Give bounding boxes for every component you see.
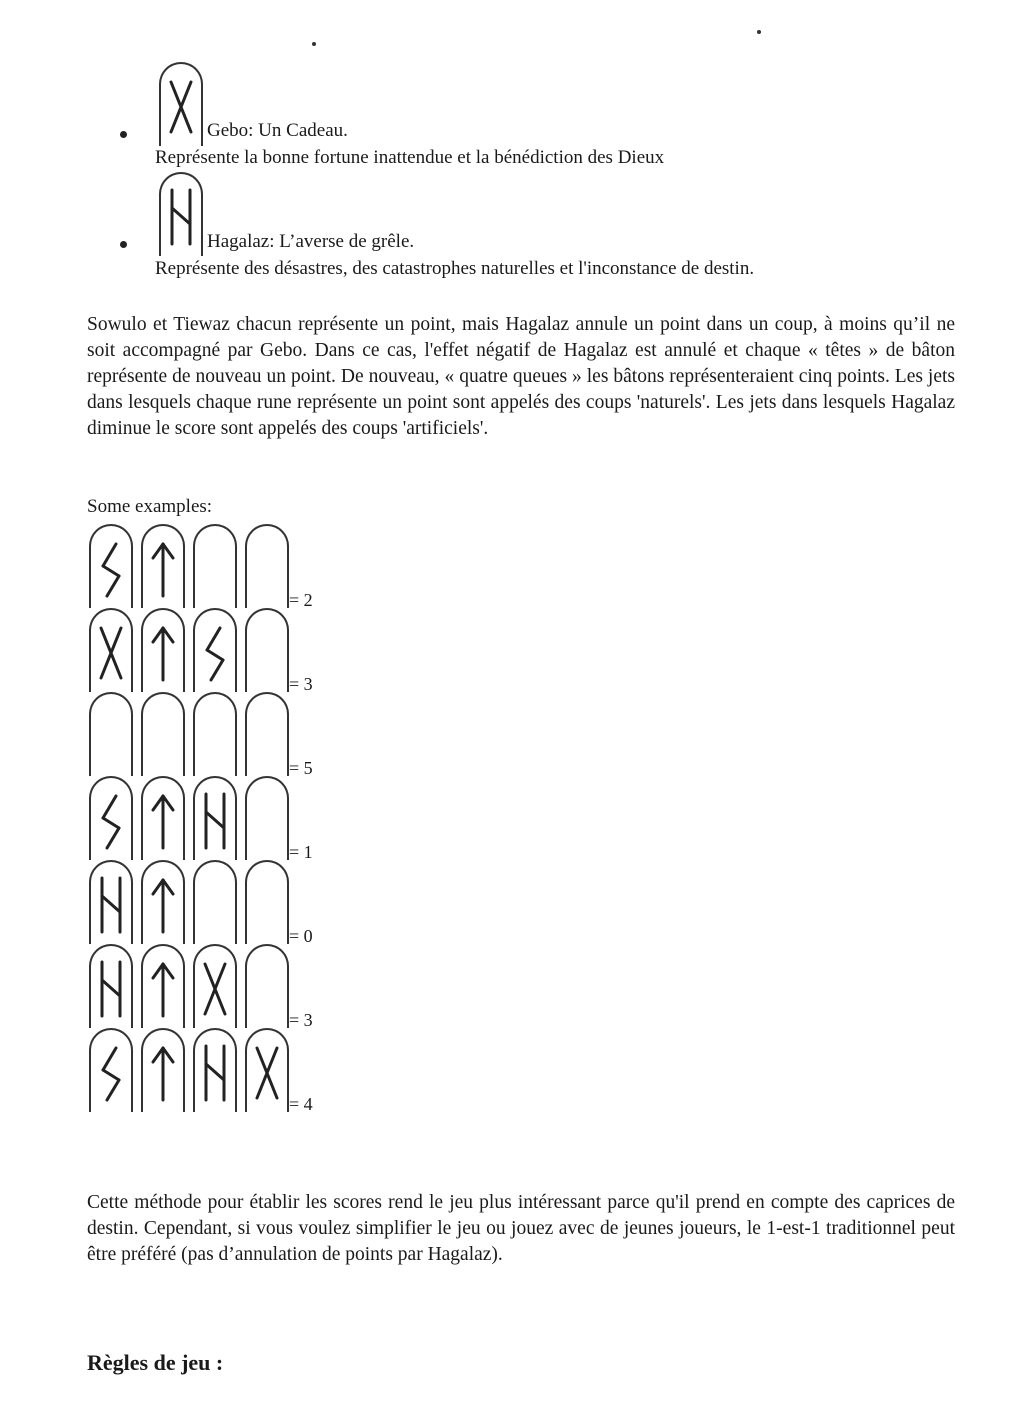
rune-stick-icon [193, 1028, 237, 1112]
rune-stroke [107, 828, 119, 848]
rune-stroke [103, 566, 119, 576]
blank-stick-icon [193, 860, 237, 944]
rune-stroke [103, 796, 116, 818]
rune-stick-icon [193, 608, 237, 692]
rune-stroke [172, 208, 190, 224]
blank-stick-icon [245, 944, 289, 1028]
rune-stroke [102, 896, 120, 912]
sowulo-rune-glyph [91, 1030, 131, 1112]
rune-stick-icon [89, 944, 133, 1028]
example-row [89, 692, 349, 784]
gebo-rune-glyph [195, 946, 235, 1028]
hagalaz-rune-glyph [195, 778, 235, 860]
tiewaz-rune-glyph [143, 610, 183, 692]
example-row [89, 524, 349, 616]
rune-stick-icon [89, 608, 133, 692]
blank-stick-icon [245, 860, 289, 944]
example-score: = 2 [289, 590, 313, 610]
rune-stick-icon [141, 776, 185, 860]
example-row [89, 1028, 349, 1120]
bullet-dot [120, 241, 127, 248]
rune-stick-icon [89, 776, 133, 860]
scan-speck [757, 30, 761, 34]
hagalaz-rune-glyph [91, 862, 131, 944]
gebo-rune-glyph [247, 1030, 287, 1112]
sowulo-rune-glyph [91, 526, 131, 608]
rune-stroke [207, 650, 223, 660]
tiewaz-rune-glyph [143, 862, 183, 944]
hagalaz-rune-glyph [161, 174, 201, 256]
example-row [89, 608, 349, 700]
example-score: = 1 [289, 842, 313, 862]
rune-stroke [207, 628, 220, 650]
scoring-rules-paragraph: Sowulo et Tiewaz chacun représente un point, mais Hagalaz annule un point dans un coup, à moins qu’il ne soit accompagné par Gebo. Dans ce cas, l'effet négatif de Hagalaz est annulé et chaque « têtes » de bâton représente de nouveau un point. De nouveau, « quatre queues » les bâtons représenteraient cinq points. Les jets dans lesquels chaque rune représente un point sont appelés des coups 'naturels'. Les jets dans lesquels Hagalaz diminue le score sont appelés des coups 'artificiels'. [87, 314, 955, 439]
scan-speck [312, 42, 316, 46]
hagalaz-rune-glyph [195, 1030, 235, 1112]
rune-stroke [102, 980, 120, 996]
rune-label-hagalaz: Hagalaz: L’averse de grêle. [207, 231, 415, 252]
example-row [89, 944, 349, 1036]
example-row [89, 860, 349, 952]
sowulo-rune-glyph [195, 610, 235, 692]
rune-stick-icon [89, 524, 133, 608]
rune-stick-icon [141, 1028, 185, 1112]
rune-stick-icon [193, 944, 237, 1028]
rune-stick-icon [245, 1028, 289, 1112]
section-heading: Règles de jeu : [87, 1350, 224, 1375]
conclusion-paragraph: Cette méthode pour établir les scores rend le jeu plus intéressant parce qu'il prend en compte des caprices de destin. Cependant, si vous voulez simplifier le jeu ou jouez avec de jeunes joueurs, le 1-est-1 traditionnel peut être préféré (pas d’annulation de points par Hagalaz). [87, 1192, 955, 1265]
rune-stroke [211, 660, 223, 680]
rune-stick-icon [89, 860, 133, 944]
example-score: = 0 [289, 926, 313, 946]
rune-stick-icon [141, 860, 185, 944]
rune-stick-icon [89, 1028, 133, 1112]
blank-stick-icon [245, 524, 289, 608]
tiewaz-rune-glyph [143, 526, 183, 608]
blank-stick-icon [193, 692, 237, 776]
blank-stick-icon [245, 776, 289, 860]
rune-stroke [103, 1070, 119, 1080]
gebo-rune-glyph [161, 64, 201, 146]
rune-stroke [103, 1048, 116, 1070]
tiewaz-rune-glyph [143, 778, 183, 860]
rune-stroke [103, 818, 119, 828]
rune-stroke [206, 812, 224, 828]
example-score: = 4 [289, 1094, 313, 1114]
rune-stick-icon [141, 944, 185, 1028]
example-row [89, 776, 349, 868]
blank-stick-icon [245, 608, 289, 692]
rune-stick-icon [141, 524, 185, 608]
example-score: = 5 [289, 758, 313, 778]
hagalaz-rune-icon [159, 172, 203, 256]
rune-stroke [107, 576, 119, 596]
blank-stick-icon [141, 692, 185, 776]
rune-stroke [107, 1080, 119, 1100]
gebo-rune-glyph [91, 610, 131, 692]
rune-stroke [206, 1064, 224, 1080]
example-score: = 3 [289, 1010, 313, 1030]
rune-label-gebo: Gebo: Un Cadeau. [207, 120, 348, 141]
rune-description-gebo: Représente la bonne fortune inattendue et la bénédiction des Dieux [155, 147, 665, 168]
blank-stick-icon [89, 692, 133, 776]
examples-label: Some examples: [87, 496, 213, 517]
blank-stick-icon [245, 692, 289, 776]
rune-stick-icon [141, 608, 185, 692]
tiewaz-rune-glyph [143, 946, 183, 1028]
gebo-rune-icon [159, 62, 203, 146]
tiewaz-rune-glyph [143, 1030, 183, 1112]
rune-description-hagalaz: Représente des désastres, des catastrophes naturelles et l'inconstance de destin. [155, 258, 755, 279]
rune-stroke [103, 544, 116, 566]
bullet-dot [120, 131, 127, 138]
blank-stick-icon [193, 524, 237, 608]
sowulo-rune-glyph [91, 778, 131, 860]
rune-stick-icon [193, 776, 237, 860]
example-score: = 3 [289, 674, 313, 694]
hagalaz-rune-glyph [91, 946, 131, 1028]
